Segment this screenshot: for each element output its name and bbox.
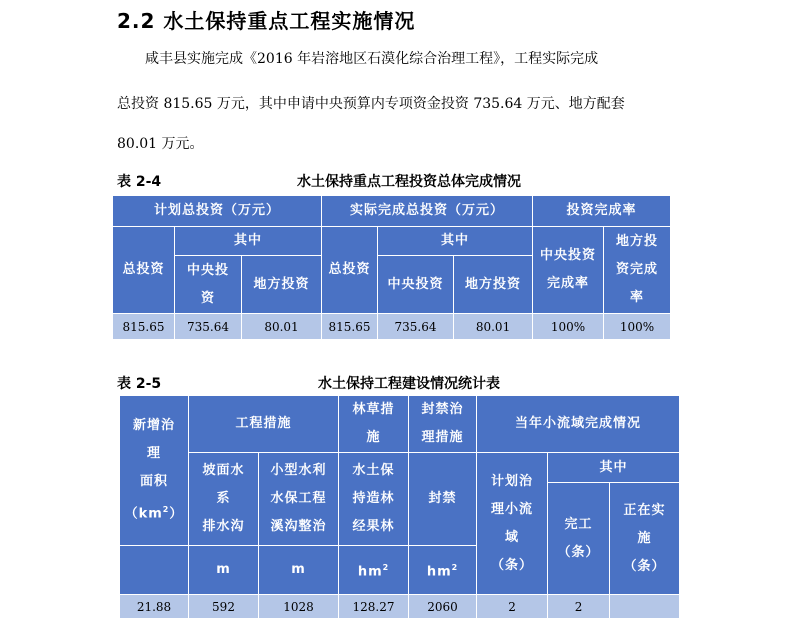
cell-completed: 2 <box>548 595 610 619</box>
header-actual-total-investment: 总投资 <box>322 227 378 314</box>
header-completed: 完工 （条） <box>548 483 610 595</box>
header-closure-measures: 封禁治 理措施 <box>409 396 477 453</box>
header-watershed-of-which: 其中 <box>548 453 680 483</box>
header-local-rate: 地方投 资完成 率 <box>604 227 671 314</box>
cell-slope: 592 <box>189 595 259 619</box>
table1-title: 水土保持重点工程投资总体完成情况 <box>297 174 521 190</box>
header-forest-grass-measures: 林草措 施 <box>339 396 409 453</box>
cell-ongoing <box>610 595 680 619</box>
header-planned-total-investment: 总投资 <box>113 227 175 314</box>
paragraph-line-2: 总投资 815.65 万元，其中申请中央预算内专项资金投资 735.64 万元、地方配套 <box>117 96 625 112</box>
cell-small-water: 1028 <box>259 595 339 619</box>
header-new-area: 新增治 理 面积 $(km^2)$ <box>120 396 189 546</box>
unit-slope: m <box>189 546 259 595</box>
cell-planned-local: 80.01 <box>242 314 322 340</box>
header-planned-local: 地方投资 <box>242 256 322 314</box>
cell-closure: 2060 <box>409 595 477 619</box>
construction-table <box>119 395 680 619</box>
unit-afforestation: $hm^2$ <box>339 546 409 595</box>
unit-closure: $hm^2$ <box>409 546 477 595</box>
header-slope-drainage: 坡面水 系 排水沟 <box>189 453 259 546</box>
cell-actual-central: 735.64 <box>378 314 454 340</box>
table2-label: 表 2-5 <box>117 376 162 392</box>
header-closure: 封禁 <box>409 453 477 546</box>
header-actual-of-which: 其中 <box>378 227 533 256</box>
investment-table <box>112 195 671 340</box>
header-engineering-measures: 工程措施 <box>189 396 339 453</box>
cell-local-rate: 100% <box>604 314 671 340</box>
header-central-rate: 中央投资 完成率 <box>533 227 604 314</box>
section-heading: 2.2 水土保持重点工程实施情况 <box>117 9 416 33</box>
header-planned-of-which: 其中 <box>175 227 322 256</box>
header-actual-central: 中央投资 <box>378 256 454 314</box>
header-afforestation: 水土保 持造林 经果林 <box>339 453 409 546</box>
cell-planned-watershed: 2 <box>477 595 548 619</box>
header-planned-central: 中央投 资 <box>175 256 242 314</box>
paragraph-line-1: 咸丰县实施完成《2016 年岩溶地区石漠化综合治理工程》，工程实际完成 <box>145 51 599 67</box>
header-planned-total: 计划总投资（万元） <box>113 196 322 227</box>
header-actual-total: 实际完成总投资（万元） <box>322 196 533 227</box>
cell-planned-total: 815.65 <box>113 314 175 340</box>
cell-central-rate: 100% <box>533 314 604 340</box>
cell-actual-total: 815.65 <box>322 314 378 340</box>
cell-afforestation: 128.27 <box>339 595 409 619</box>
table2-title: 水土保持工程建设情况统计表 <box>318 376 500 392</box>
cell-planned-central: 735.64 <box>175 314 242 340</box>
header-watershed-status: 当年小流域完成情况 <box>477 396 680 453</box>
header-planned-watershed: 计划治 理小流 域 （条） <box>477 453 548 595</box>
header-ongoing: 正在实 施 （条） <box>610 483 680 595</box>
table1-label: 表 2-4 <box>117 174 162 190</box>
header-actual-local: 地方投资 <box>454 256 533 314</box>
header-completion-rate: 投资完成率 <box>533 196 671 227</box>
header-area-unit-blank <box>120 546 189 595</box>
cell-new-area: 21.88 <box>120 595 189 619</box>
paragraph-line-3: 80.01 万元。 <box>117 136 204 152</box>
header-small-water-works: 小型水利 水保工程 溪沟整治 <box>259 453 339 546</box>
cell-actual-local: 80.01 <box>454 314 533 340</box>
unit-small-water: m <box>259 546 339 595</box>
